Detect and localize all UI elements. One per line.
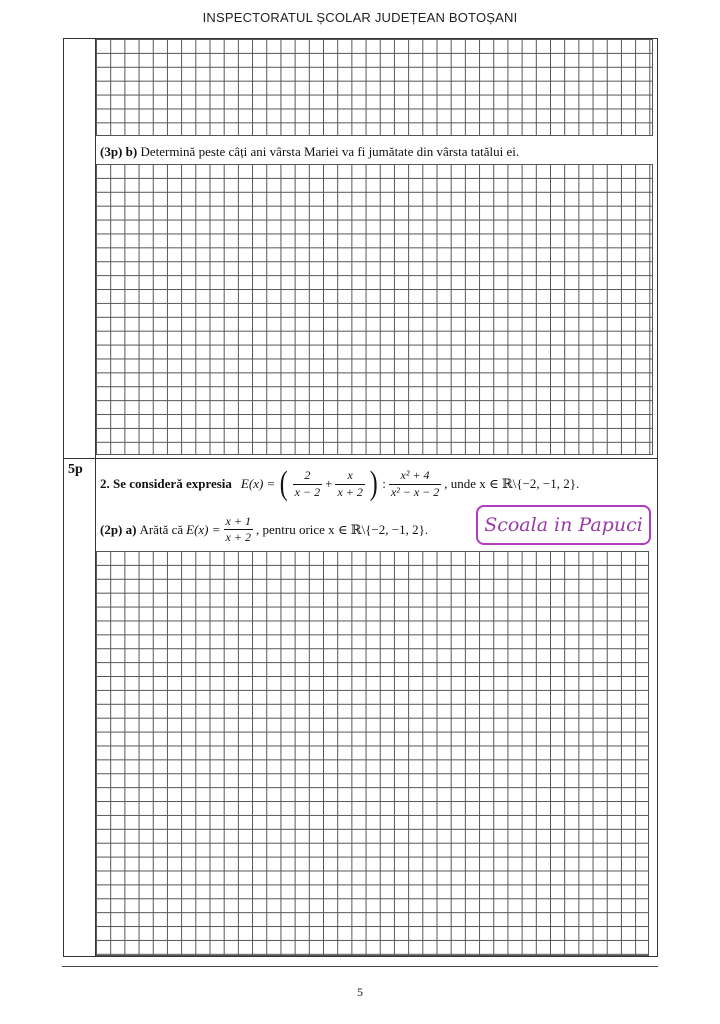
domain-text: , unde x ∈ ℝ\{−2, −1, 2}. <box>444 476 580 491</box>
watermark-stamp: Scoala in Papuci <box>476 505 651 545</box>
colon-sign: : <box>382 476 386 491</box>
question-b-text: Determină peste câți ani vârsta Mariei va fi jumătate din vârsta tatălui ei. <box>140 144 520 159</box>
fraction-2: $\frac{x}{x + 2}$ <box>337 468 363 499</box>
question-b-points: (3p) b) <box>100 144 138 159</box>
page-header: INSPECTORATUL ȘCOLAR JUDEȚEAN BOTOȘANI <box>202 10 518 25</box>
left-paren: ( <box>280 465 288 502</box>
question-b <box>100 144 519 160</box>
answer-grid-a <box>96 551 649 956</box>
question-a-points: (2p) a) <box>100 521 137 537</box>
question-a-lhs: E(x) = <box>186 521 221 537</box>
plus-sign: + <box>325 476 333 491</box>
footer-rule <box>62 966 658 967</box>
fraction-1: $\frac{2}{x - 2}$ <box>294 468 321 499</box>
question-a-text: Arătă că <box>139 521 184 537</box>
question-a-fraction: $\frac{x + 1}{x + 2}$ <box>225 514 251 545</box>
question-a <box>100 515 428 544</box>
problem-separator <box>63 458 658 459</box>
right-paren: ) <box>369 465 378 502</box>
answer-grid-top <box>96 39 653 136</box>
question-a-tail: , pentru orice x ∈ ℝ\{−2, −1, 2}. <box>255 521 429 537</box>
problem2-points: 5p <box>68 462 83 477</box>
problem2-statement <box>100 467 579 501</box>
answer-grid-b <box>96 164 653 455</box>
fraction-3: $\frac{\text{x² + 4}}{\text{x² − x − 2}}$ <box>390 468 440 499</box>
problem2-intro: 2. Se consideră expresia <box>100 476 232 491</box>
page-number: 5 <box>357 985 363 999</box>
expression-lhs: E(x) = <box>240 476 276 491</box>
